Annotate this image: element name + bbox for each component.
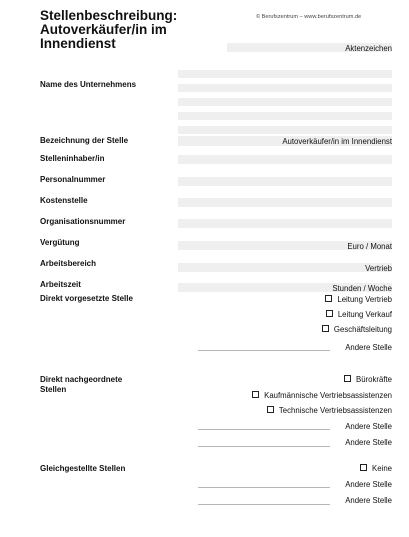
- title-line-2: Autoverkäufer/in im: [40, 22, 167, 37]
- kostenstelle-label: Kostenstelle: [40, 196, 88, 205]
- checkbox-icon[interactable]: [267, 406, 274, 413]
- unternehmen-field-1[interactable]: [178, 70, 392, 78]
- vorgesetzte-option-1[interactable]: [325, 295, 392, 304]
- arbeitsbereich-field[interactable]: [178, 263, 392, 272]
- arbeitszeit-unit: Stunden / Woche: [332, 284, 392, 293]
- personalnummer-field[interactable]: [178, 177, 392, 186]
- checkbox-icon[interactable]: [360, 464, 367, 471]
- nachgeordnete-option-2[interactable]: [252, 391, 392, 400]
- nachgeordnete-label-line-1: Direkt nachgeordnete: [40, 375, 123, 384]
- checkbox-icon[interactable]: [322, 325, 329, 332]
- vorgesetzte-option-2[interactable]: [326, 310, 392, 319]
- checkbox-icon[interactable]: [325, 295, 332, 302]
- copyright-note: © Berufszentrum – www.berufszentrum.de: [256, 14, 362, 20]
- unternehmen-field-4[interactable]: [178, 112, 392, 120]
- unternehmen-field-2[interactable]: [178, 84, 392, 92]
- nachgeordnete-andere-label-1: Andere Stelle: [345, 422, 392, 431]
- nachgeordnete-option-1[interactable]: [344, 375, 392, 384]
- unternehmen-field-5[interactable]: [178, 126, 392, 134]
- option-label: Bürokräfte: [356, 375, 392, 384]
- verguetung-label: Vergütung: [40, 238, 80, 247]
- inhaber-field[interactable]: [178, 155, 392, 164]
- checkbox-icon[interactable]: [252, 391, 259, 398]
- gleichgestellte-andere-label-1: Andere Stelle: [345, 480, 392, 489]
- arbeitsbereich-label: Arbeitsbereich: [40, 259, 97, 268]
- nachgeordnete-label-line-2: Stellen: [40, 385, 67, 394]
- arbeitszeit-label: Arbeitszeit: [40, 280, 81, 289]
- gleichgestellte-label: Gleichgestellte Stellen: [40, 464, 126, 473]
- option-label: Leitung Verkauf: [337, 310, 392, 319]
- option-label: Leitung Vertrieb: [337, 295, 392, 304]
- option-label: Keine: [372, 464, 392, 473]
- nachgeordnete-andere-label-2: Andere Stelle: [345, 438, 392, 447]
- unternehmen-label: Name des Unternehmens: [40, 80, 137, 89]
- verguetung-unit: Euro / Monat: [347, 242, 392, 251]
- gleichgestellte-option-1[interactable]: [360, 464, 392, 473]
- checkbox-icon[interactable]: [326, 310, 333, 317]
- option-label: Technische Vertriebsassistenzen: [278, 406, 392, 415]
- inhaber-label: Stelleninhaber/in: [40, 154, 105, 163]
- checkbox-icon[interactable]: [344, 375, 351, 382]
- nachgeordnete-label: [40, 375, 122, 395]
- nachgeordnete-option-3[interactable]: [267, 406, 392, 415]
- vorgesetzte-label: Direkt vorgesetzte Stelle: [40, 294, 133, 303]
- title-line-3: Innendienst: [40, 36, 116, 51]
- gleichgestellte-andere-label-2: Andere Stelle: [345, 496, 392, 505]
- organisationsnummer-label: Organisationsnummer: [40, 217, 126, 226]
- organisationsnummer-field[interactable]: [178, 219, 392, 228]
- vorgesetzte-option-3[interactable]: [322, 325, 392, 334]
- option-label: Kaufmännische Vertriebsassistenzen: [264, 391, 392, 400]
- stelle-label: Bezeichnung der Stelle: [40, 136, 129, 145]
- vorgesetzte-andere-line[interactable]: [198, 350, 330, 351]
- aktenzeichen-label: Aktenzeichen: [345, 44, 392, 53]
- vorgesetzte-andere-label: Andere Stelle: [345, 343, 392, 352]
- personalnummer-label: Personalnummer: [40, 175, 106, 184]
- title-line-1: Stellenbeschreibung:: [40, 8, 178, 23]
- gleichgestellte-andere-line-1[interactable]: [198, 487, 330, 488]
- unternehmen-field-3[interactable]: [178, 98, 392, 106]
- stelle-value: Autoverkäufer/in im Innendienst: [282, 137, 392, 146]
- page-title: [40, 9, 220, 51]
- kostenstelle-field[interactable]: [178, 198, 392, 207]
- gleichgestellte-andere-line-2[interactable]: [198, 504, 330, 505]
- option-label: Geschäftsleitung: [333, 325, 392, 334]
- arbeitsbereich-value: Vertrieb: [365, 264, 392, 273]
- nachgeordnete-andere-line-2[interactable]: [198, 446, 330, 447]
- nachgeordnete-andere-line-1[interactable]: [198, 429, 330, 430]
